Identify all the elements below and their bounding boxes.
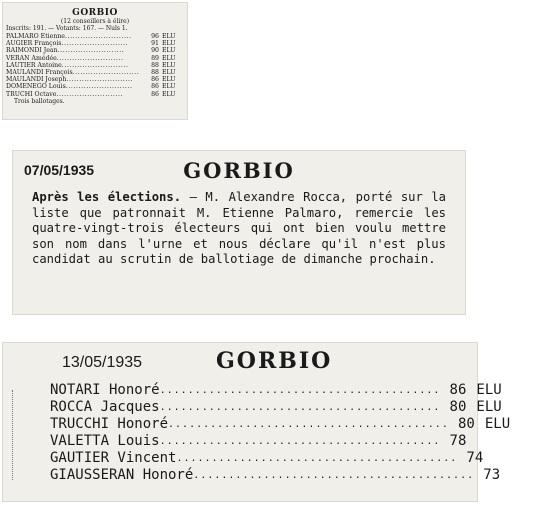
result-row <box>6 55 182 62</box>
result-status: ELU <box>162 90 176 98</box>
results-list <box>50 382 511 484</box>
leader-dots: .......................... <box>61 40 129 48</box>
result-status: ELU <box>162 61 176 69</box>
candidate-name: MAULANDI Joseph <box>6 76 67 84</box>
leader-dots: .......................... <box>72 69 140 77</box>
vote-statistics: Inscrits: 191. — Votants: 167. — Nuls 1. <box>6 25 128 32</box>
result-status <box>500 467 560 484</box>
clipping-article <box>12 150 466 315</box>
vote-count: 86 <box>449 382 467 398</box>
article-lead: Après les élections. <box>32 190 182 204</box>
leader-dots: .......................... <box>57 47 125 55</box>
vote-count: 78 <box>449 433 467 449</box>
leader-dots: .......................... <box>56 90 124 98</box>
vote-count: 86 <box>151 90 159 98</box>
clipping-title: GORBIO <box>72 8 118 18</box>
leader-dots: .......................... <box>61 61 129 69</box>
leader-dots: .......................... <box>56 54 124 62</box>
result-status <box>483 450 543 467</box>
clipping-title: GORBIO <box>216 348 333 374</box>
leader-dots: ........................................ <box>168 419 449 430</box>
leader-dots: ........................................ <box>159 436 441 447</box>
result-row <box>6 76 182 83</box>
result-status: ELU <box>476 382 502 398</box>
candidate-name: TRUCHI Octave <box>6 90 57 98</box>
candidate-name: VALETTA Louis <box>50 433 160 449</box>
candidate-name: ROCCA Jacques <box>50 399 160 415</box>
result-row <box>50 467 501 484</box>
clipping-date: 13/05/1935 <box>62 354 143 371</box>
vote-count: 80 <box>449 399 467 415</box>
result-status: ELU <box>162 40 176 48</box>
vote-count: 89 <box>151 54 159 62</box>
result-status: ELU <box>476 399 502 415</box>
result-status: ELU <box>162 33 176 40</box>
candidate-name: GIAUSSERAN Honoré <box>50 467 194 483</box>
result-row <box>6 47 182 54</box>
result-status: ELU <box>162 83 176 91</box>
vote-count: 96 <box>151 33 159 40</box>
vote-count: 88 <box>151 61 159 69</box>
vote-count: 74 <box>466 450 484 466</box>
candidate-name: LAUTIER Antoine <box>6 61 62 69</box>
candidate-name: AUGIER François <box>6 40 62 48</box>
result-row <box>6 62 182 69</box>
leader-dots: .......................... <box>65 83 133 91</box>
candidate-name: VERAN Amédée <box>6 54 57 62</box>
result-status: ELU <box>162 76 176 84</box>
leader-dots: ........................................ <box>159 385 441 396</box>
result-row <box>6 33 182 40</box>
result-status: ELU <box>162 69 176 77</box>
article-body <box>32 190 446 268</box>
clipping-title: GORBIO <box>183 158 295 183</box>
ballot-note: Trois ballotages. <box>14 97 65 105</box>
candidate-name: MAULANDI François <box>6 69 73 77</box>
vote-count: 86 <box>151 83 159 91</box>
result-status: ELU <box>162 54 176 62</box>
candidate-name: PALMARO Etienne <box>6 33 65 40</box>
result-row <box>6 69 182 76</box>
vote-count: 86 <box>151 76 159 84</box>
candidate-name: NOTARI Honoré <box>50 382 160 398</box>
result-row <box>6 91 182 98</box>
results-list <box>2 33 188 98</box>
clipping-date: 07/05/1935 <box>24 162 95 178</box>
leader-dots: .......................... <box>66 76 134 84</box>
result-row <box>50 382 502 399</box>
torn-edge <box>12 390 31 480</box>
vote-count: 80 <box>457 416 475 432</box>
result-row <box>50 416 511 433</box>
vote-count: 90 <box>151 47 159 55</box>
vote-count: 91 <box>151 40 159 48</box>
article-text: — M. Alexandre Rocca, porté sur la liste que patronnait M. Etienne Palmaro, remercie les quatre-vingt-trois électeurs qui ont bien voulu mettre son nom dans l'urne et nous déclare qu'il n'est plus candidat au scrutin de ballotiage de dimanche prochain. <box>32 190 447 266</box>
candidate-name: RAIMONDI Jean <box>6 47 58 55</box>
result-status <box>466 433 526 450</box>
leader-dots: ........................................ <box>193 470 475 481</box>
candidate-name: GAUTIER Vincent <box>50 450 177 466</box>
result-row <box>50 433 470 450</box>
vote-count: 88 <box>151 69 159 77</box>
vote-count: 73 <box>483 467 501 483</box>
clipping-runoff-results <box>2 342 511 502</box>
result-row <box>6 83 182 90</box>
result-row <box>50 399 502 416</box>
candidate-name: DOMENEGO Louis <box>6 83 66 91</box>
result-status: ELU <box>162 47 176 55</box>
leader-dots: ........................................ <box>176 453 458 464</box>
result-row <box>6 40 182 47</box>
clipping-first-round <box>2 2 188 120</box>
candidate-name: TRUCCHI Honoré <box>50 416 169 432</box>
result-row <box>50 450 484 467</box>
leader-dots: .......................... <box>64 33 132 40</box>
leader-dots: ........................................ <box>159 402 441 413</box>
result-status: ELU <box>484 416 511 432</box>
clipping-subtitle: (12 conseillers à élire) <box>60 18 130 25</box>
